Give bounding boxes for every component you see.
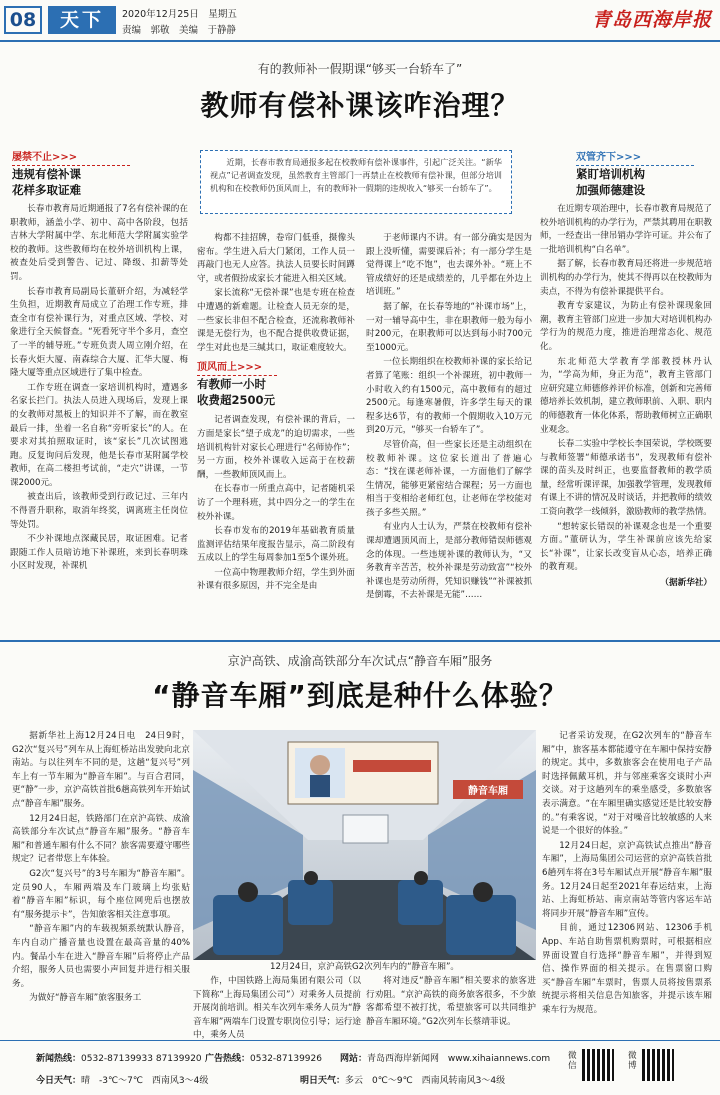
website-info <box>340 1051 550 1064</box>
paragraph: 据了解，长春市教育局还将进一步规范培训机构的办学行为，使其不得再以在校教师为卖点，不得为有偿补课提供平台。 <box>540 259 712 297</box>
paragraph: 为做好“静音车厢”旅客服务工 <box>29 993 142 1004</box>
subhead-tag: 双管齐下>>> <box>576 148 694 166</box>
paragraph: 家长流称“无偿补课”也是专班在检查中遭遇的新难题。让检查人员无奈的是，一些家长非但不配合检查，还流称教师补课是无偿行为，也不配合提供收费证据，学生对此也是三缄其口，取证难度较大。 <box>197 288 355 353</box>
issue-date: 2020年12月25日 星期五 <box>122 9 237 20</box>
story2-kicker: 京沪高铁、成渝高铁部分车次试点“静音车厢”服务 <box>227 654 493 668</box>
wechat-qr-icon[interactable] <box>582 1049 614 1081</box>
paragraph: 一位长期组织在校教师补课的家长给记者算了笔账：组织一个补课班，初中教师一小时收入约有1500元，高中教师有的超过2500元。每逢寒暑假，许多学生每天的课程多达6节，有的教师一个假期收入10万元到20万元，“够买一台轿车了”。 <box>366 357 532 436</box>
subhead-line: 收费超2500元 <box>197 393 276 408</box>
story2-column-3 <box>366 975 536 1030</box>
story1-column-2 <box>197 232 355 595</box>
paper-logo: 青岛西海岸报 <box>591 9 712 31</box>
paragraph: 据新华社上海12月24日电 24日9时，G2次“复兴号”列车从上海虹桥站出发驶向北京南站。与以往列车不同的是，这趟“复兴号”列车上有一节车厢为“静音车厢”。与百合君同，更“静”一步，京沪高铁首批6趟高铁列车开始试点“静音车厢”服务。 <box>12 731 190 809</box>
ad-hotline-number: 0532-87139926 <box>250 1054 322 1064</box>
tomorrow-weather-value: 多云 0℃～9℃ 西南风转南风3～4级 <box>345 1076 506 1086</box>
website-label: 网站： <box>340 1054 368 1064</box>
story2-column-4 <box>542 730 712 1018</box>
photo-sign-text: 静音车厢 <box>453 780 523 799</box>
paragraph: 12月24日起，京沪高铁试点推出“静音车厢”，上海局集团公司运营的京沪高铁首批6趟列车将在3号车厢试点开展“静音车厢”服务。12月24日起至2021年春运结束，上海站、上海虹桥站、南京南站等管内客运车站将同步开展“静音车厢”宣传。 <box>542 840 712 919</box>
story1-lead-box <box>200 150 512 214</box>
website-name: 青岛西海岸新闻网 <box>367 1054 440 1064</box>
story2-column-2 <box>193 975 361 1044</box>
website-url[interactable]: www.xihaiannews.com <box>447 1054 551 1064</box>
paragraph: 长春市发布的2019年基础教育质量监测评估结果年度报告显示，高二阶段有五成以上的学生每周参加1至5个课外班。 <box>197 526 355 564</box>
story1-column-4 <box>540 203 712 588</box>
carriage-illustration <box>193 730 536 960</box>
subhead-line: 加强师德建设 <box>576 183 645 197</box>
subhead-tag: 顶风而上>>> <box>197 358 355 376</box>
paragraph: 在长春市一所重点高中，记者随机采访了一个理科班，其中四分之一的学生在校外补课。 <box>197 484 355 522</box>
paragraph: 长春二实验中学校长李国荣说，学校既要与教师签署“师德承诺书”，发现教师有偿补课的苗头及时纠正，也要监督教师的教学质量，经常听课评课，加强教学管理，发现教师有课上不讲的情况及时谈话，并把教师的绩效工资向教学一线倾斜，激励教师的教学热情。 <box>540 439 712 518</box>
story1-subhead-mid <box>197 358 355 408</box>
story2-column-1 <box>12 730 190 1007</box>
photo-caption: 12月24日，京沪高铁G2次列车内的“静音车厢”。 <box>270 962 459 972</box>
paragraph: 长春市教育局近期通报了7名有偿补课的在职教师，涵盖小学、初中、高中各阶段，包括吉林大学附属中学、东北师范大学附属实验学校的教师。这些教师均在校外培训机构上课，被查处后受到警告、记过、降级、扣薪等处罚。 <box>10 204 188 282</box>
paragraph: 于老师课内不讲。有一部分确实是因为跟上没听懂，需要课后补；有一部分学生是觉得课上“吃不饱”，也去课外补。“班上不管成绩好的还是成绩差的，几乎都在外边上培训班。” <box>366 233 532 298</box>
news-hotline-number: 0532-87139933 87139920 <box>81 1054 202 1064</box>
section-name: 天下 <box>48 6 116 34</box>
paragraph: 东北师范大学教育学部教授林丹认为，“学高为师，身正为范”，教育主管部门应研究建立师德修养评价标准，创新和完善师德培养长效机制，建立教师职前、入职、职内的师德教育一体化体系，帮助教师树立正确职业观念。 <box>540 356 712 435</box>
paragraph: 一位高中物理教师介绍，学生到外面补课有很多原因，并不完全是由 <box>197 567 355 592</box>
footer <box>0 1040 720 1095</box>
page-number: 08 <box>4 6 42 34</box>
paragraph: 将对违反“静音车厢”相关要求的旅客进行劝阻。“京沪高铁的商务旅客很多，不少旅客都希望不被打扰，希望旅客可以共同维护静音车厢环境。”G2次列车长蔡靖菲说。 <box>366 976 536 1027</box>
subhead-line: 有教师一小时 <box>197 377 266 392</box>
paragraph: 长春市教育局副局长董研介绍，为减轻学生负担，近期教育局成立了治理工作专班，排查全市有偿补课行为，对重点区域、学校、对象进行全天候督查。“死看死守半个多月，查空了一半的辅导班。”专班负责人周立刚介绍，在长春火炬大厦、南森综合大厦、汇华大厦、梅隆大厦等重点区域进行了集中检查。 <box>10 286 188 379</box>
story1-byline: （据新华社） <box>660 578 712 589</box>
lead-paragraph: 近期，长春市教育局通报多起在校教师有偿补课事件，引起广泛关注。“新华视点”记者调查发现，虽然教育主管部门一再禁止在校教师有偿补课，但部分培训机构和在校教师仍顶风而上，有的教师补一假期的违规收入“够买一台轿车了”。 <box>210 157 502 193</box>
today-weather-label: 今日天气： <box>36 1076 82 1086</box>
paragraph: 教育专家建议，为防止有偿补课现象回潮，教育主管部门应进一步加大对培训机构办学行为的规范力度，推进治理常态化、规范化。 <box>540 301 712 352</box>
news-hotline-label: 新闻热线： <box>36 1054 82 1064</box>
paragraph: 不少补课地点深藏民居，取证困难。记者跟随工作人员暗访地下补课班，来到长春明珠小区时发现，补课机 <box>10 534 188 572</box>
subhead-tag: 屡禁不止>>> <box>12 148 130 166</box>
paragraph: 尽管价高，但一些家长还是主动组织在校教师补课。这位家长道出了普遍心态：“找在课老师补课，一方面他们了解学生情况，能够更紧密结合课程；另一方面也相当于变相给老师红包，让老师在学校能对孩子多些关照。” <box>366 439 532 518</box>
paragraph: 有业内人士认为，严禁在校教师有偿补课却遭遇顶风而上，是部分教师错误师德观念的体现。一些违规补课的教师认为，“又务教育辛苦苦，校外补课是劳动致富”“校外补课也是劳动所得，凭知识赚钱”“补课被抓是倒霉，不去补课是无能”…… <box>366 522 532 601</box>
subhead-line: 紧盯培训机构 <box>576 167 645 181</box>
editors-line: 责编 郭敬 美编 于静静 <box>122 25 237 36</box>
weibo-label: 微博 <box>628 1051 637 1071</box>
story1-subhead-left <box>12 148 130 198</box>
paragraph: 被查出后，该教师受到行政记过、三年内不得晋升职称，取消年终奖，调离班主任岗位等处罚。 <box>10 492 188 530</box>
paragraph: “想转家长错误的补课观念也是一个重要方面。”董研认为，学生补课前应该先给家长“补课”，让家长改变盲从心态，培养正确的教育观。 <box>540 521 712 573</box>
story1-title: 教师有偿补课该咋治理？ <box>200 89 520 122</box>
paragraph: 在近期专项治理中，长春市教育局规范了校外培训机构的办学行为，严禁其聘用在职教师，一经查出一律吊销办学许可证。并公布了一批培训机构“白名单”。 <box>540 204 712 255</box>
subhead-line: 违规有偿补课 <box>12 167 81 181</box>
masthead <box>0 0 720 42</box>
paragraph: “静音车厢”内的车载视频系统默认静音，车内自动广播音量也设置在最高音量的40%内。餐品小车在进入“静音车厢”后将停止产品介绍，服务人员也需要小声回复并进行相关服务。 <box>12 924 190 989</box>
paragraph: G2次“复兴号”的3号车厢为“静音车厢”。定员90人，车厢两端及车门玻璃上均张贴着“静音车厢”标识，每个座位网兜后也摆放有“服务提示卡”，告知旅客相关注意事项。 <box>12 868 190 920</box>
paragraph: 12月24日起，铁路部门在京沪高铁、成渝高铁部分车次试点“静音车厢”服务。“静音车厢”和普通车厢有什么不同？旅客需要遵守哪些规定？记者带您上车体验。 <box>12 813 190 865</box>
story1-subhead-right <box>576 148 694 198</box>
today-weather <box>36 1073 208 1086</box>
tomorrow-weather <box>300 1073 505 1086</box>
tomorrow-weather-label: 明日天气： <box>300 1076 346 1086</box>
paragraph: 作，中国铁路上海局集团有限公司（以下简称“上海局集团公司”）对乘务人员提前开展岗前培训。相关车次列车乘务人员为“静音车厢”两端车门设置专职岗位引导；运行途中，乘务人员 <box>193 976 361 1041</box>
paragraph: 目前，通过12306网站、12306手机App、车站自助售票机购票时，可根据相应界面设置自行选择“静音车厢”，并得到短信、操作界面的相关提示。在售票窗口购买“静音车厢”车票时，售票人员将按售票系统提示将相关信息告知旅客，并提示该车厢乘车行为规范。 <box>542 923 712 1015</box>
subhead-line: 花样多取证难 <box>12 183 81 197</box>
story1-kicker: 有的教师补一假期课“够买一台轿车了” <box>257 62 463 76</box>
train-carriage-photo <box>193 730 536 960</box>
wechat-label: 微信 <box>568 1051 577 1071</box>
weibo-qr-icon[interactable] <box>642 1049 674 1081</box>
paragraph: 记者采访发现，在G2次列车的“静音车厢”中，旅客基本都能遵守在车厢中保持安静的规定。其中，多数旅客会在使用电子产品时选择佩戴耳机，并与邻座乘客交谈时小声交谈。对于这趟列车的乘坐感受，多数旅客表示满意。“在车厢里确实感觉还是比较安静的。”有乘客说，“对于对噪音比较敏感的人来说是一个很好的体验。” <box>542 731 712 837</box>
story1-column-1 <box>10 203 188 575</box>
today-weather-value: 晴 -3℃～7℃ 西南风3～4级 <box>81 1076 209 1086</box>
story-divider <box>0 640 720 644</box>
story2-title: “静音车厢”到底是种什么体验？ <box>152 679 568 712</box>
ad-hotline <box>205 1051 322 1064</box>
paragraph: 据了解，在长春等地的“补课市场”上，一对一辅导高中生，非在职教师一般为每小时200元，在职教师可以达到每小时700元至1000元。 <box>366 301 532 353</box>
news-hotline <box>36 1051 202 1064</box>
paragraph: 记者调查发现，有偿补课的背后，一方面是家长“望子成龙”的迫切需求，一些培训机构针对家长心理进行“名师协作”；另一方面，校外补课收入远高于在校薪酬，一些教师顶风而上。 <box>197 415 355 480</box>
story1-column-3 <box>366 232 532 604</box>
paragraph: 构都不挂招牌，卷帘门低垂，摄像头密布。学生进入后大门紧闭，工作人员一再敲门也无人应答。执法人员要长时间蹲守，或者假扮成家长才能进入相关区域。 <box>197 233 355 284</box>
ad-hotline-label: 广告热线： <box>205 1054 251 1064</box>
paragraph: 工作专班在调查一家培训机构时，遭遇多名家长拦门。执法人员进入现场后，发现上课的女教师对黑板上的知识并不了解，而在教室最后一排，坐着一名自称“旁听家长”的人。在要求对其拍照取证时，该“家长”几次试图逃跑。反复询问后发现，他是长春市某附属学校教师，在高二楼担考试前，“走穴”讲课，一节课2000元。 <box>10 382 188 488</box>
